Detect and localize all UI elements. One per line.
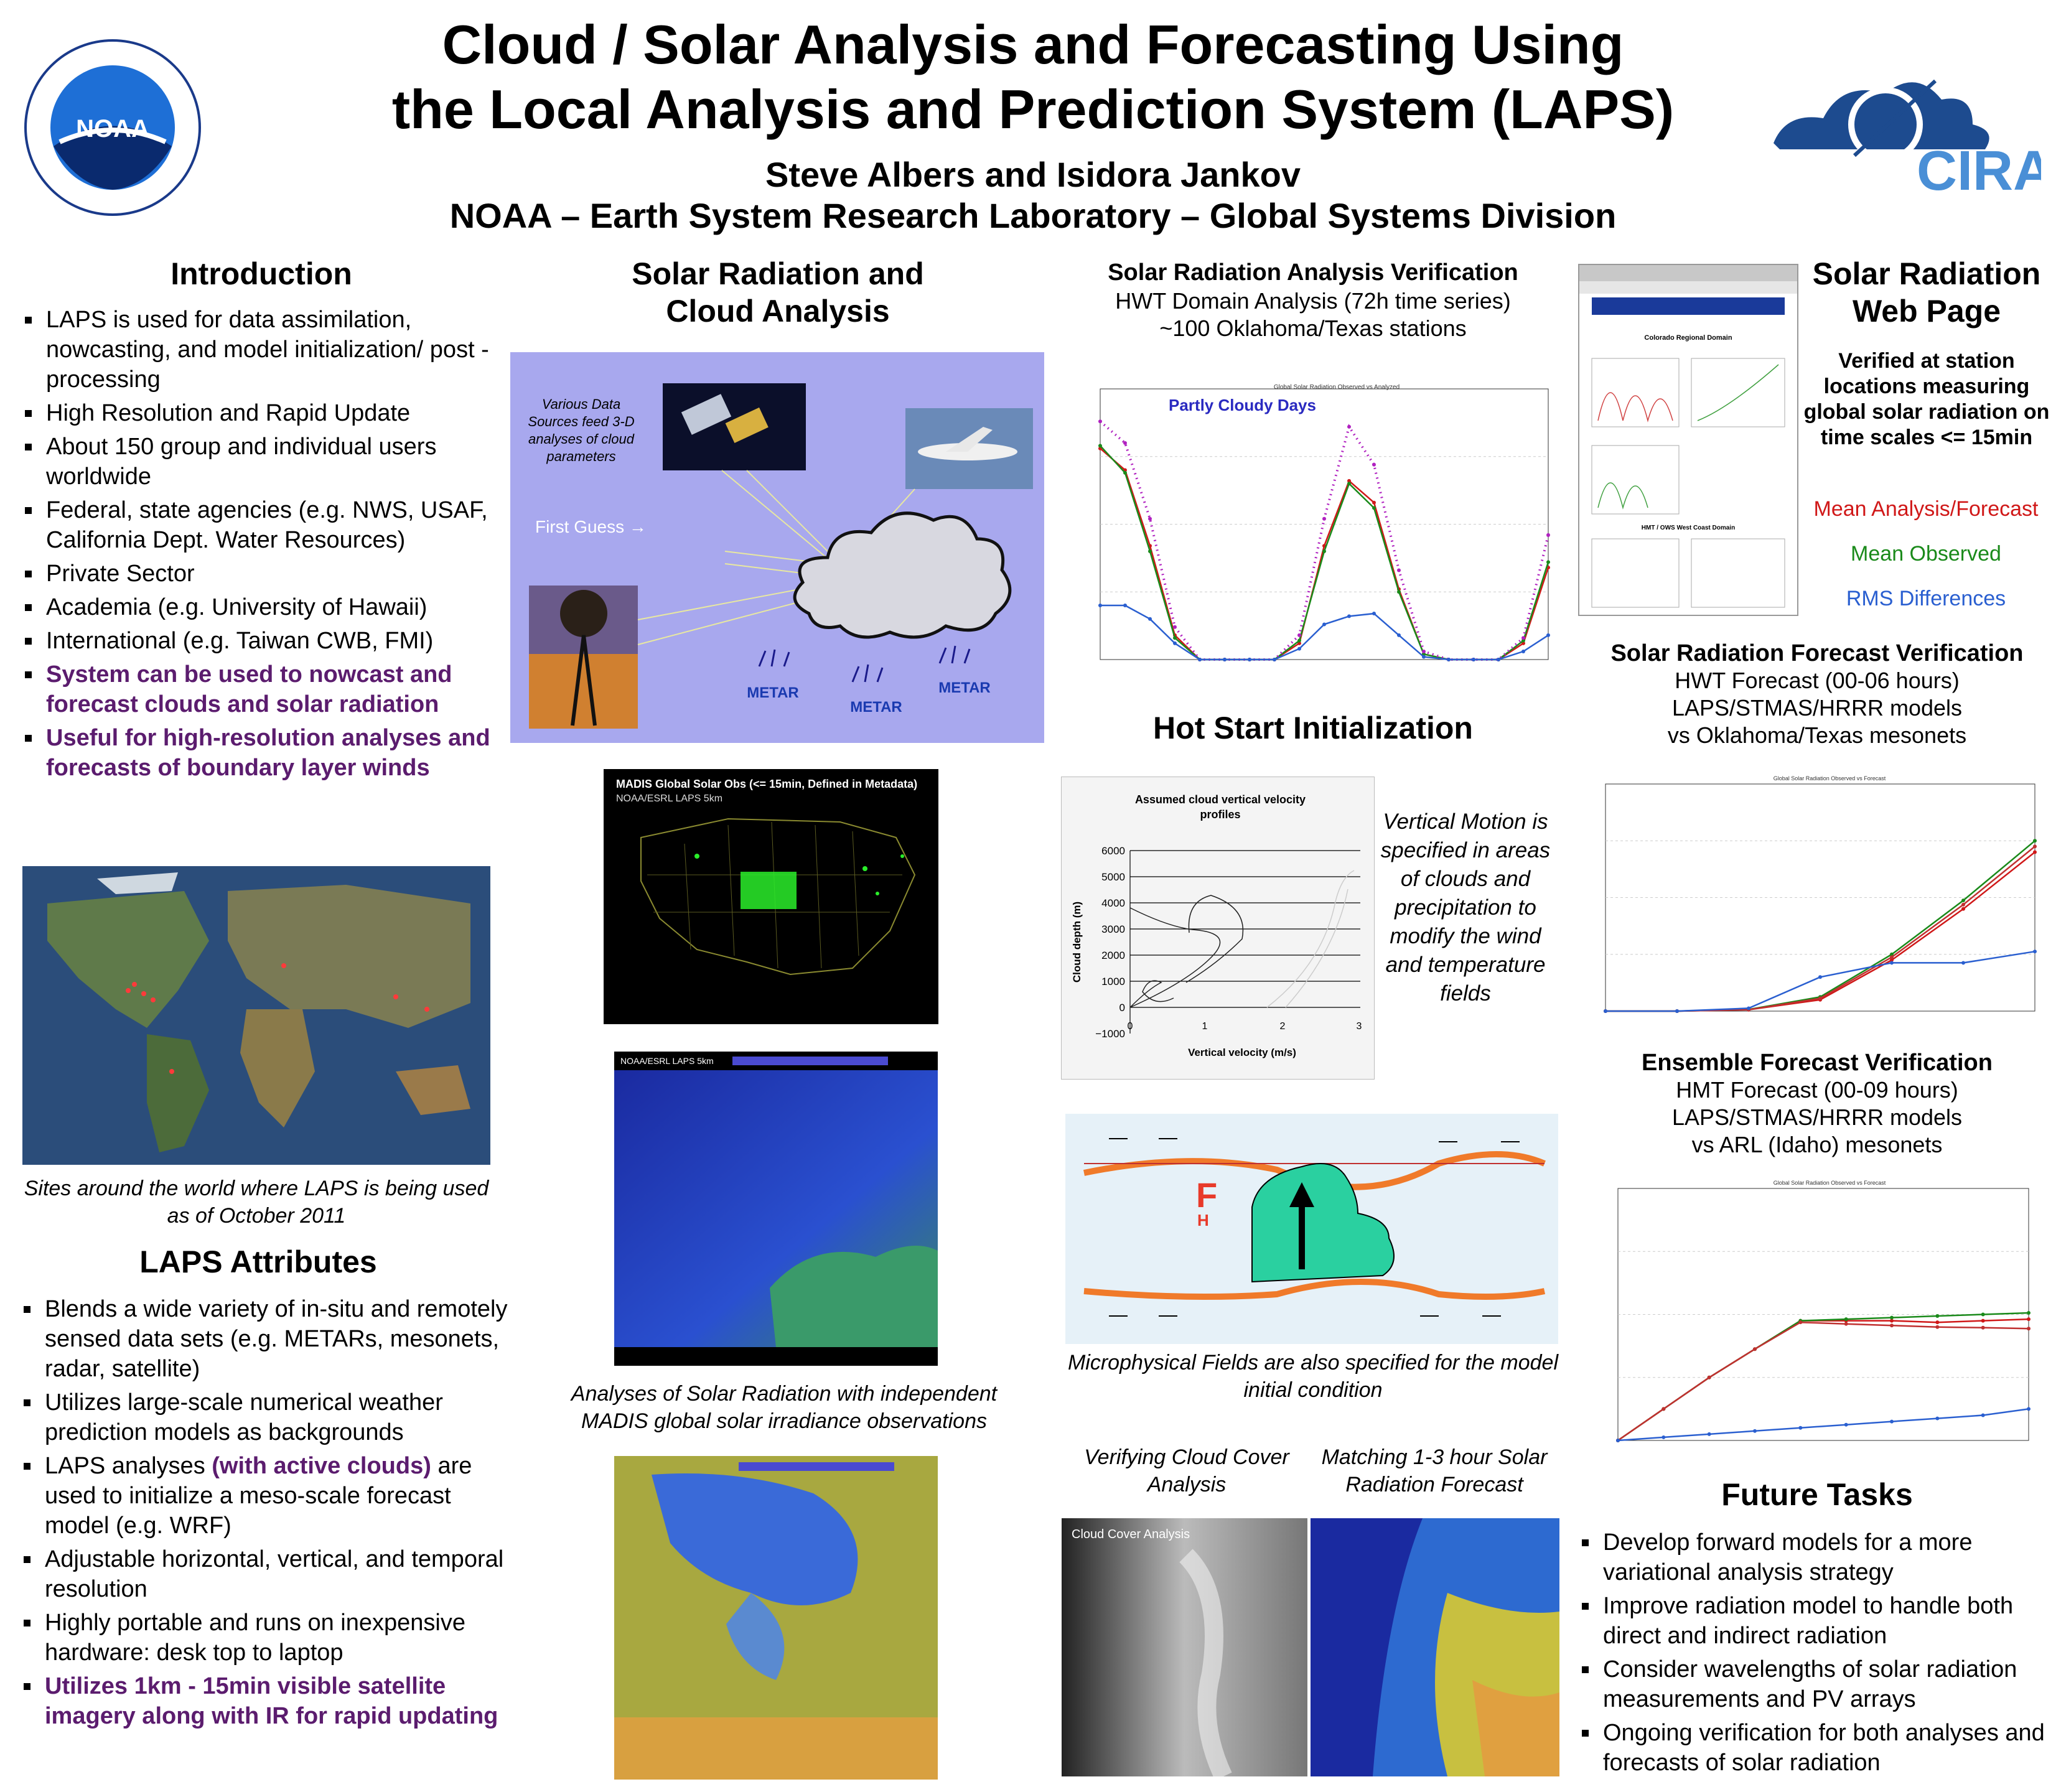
cira-logo-text: CIRA — [1917, 140, 2041, 199]
attr-item-3-hl: (with active clouds) — [212, 1453, 431, 1479]
data-point — [1123, 441, 1127, 445]
series-line-2 — [1605, 841, 2035, 1011]
data-point — [1546, 633, 1550, 637]
data-point — [1422, 655, 1426, 659]
ensemble-sub-2: LAPS/STMAS/HRRR models — [1671, 1104, 1963, 1130]
chart0-title: Global Solar Radiation Observed vs Analyzed — [1273, 384, 1400, 391]
forecast-verif-sub-2: LAPS/STMAS/HRRR models — [1671, 695, 1963, 721]
data-point — [1422, 650, 1426, 653]
series-line-4 — [1605, 951, 2035, 1011]
velocity-profile-chart — [1061, 777, 1375, 1080]
data-point — [1098, 444, 1102, 447]
data-point — [1890, 1316, 1894, 1320]
data-point — [1890, 955, 1894, 959]
metar-label-1: METAR — [747, 684, 799, 701]
legend-green: Mean Observed — [1851, 542, 2001, 566]
vel-xtick-3: 2 — [1279, 1021, 1286, 1032]
data-sources-note: Various Data Sources feed 3-D analyses of cloud parameters — [528, 396, 635, 464]
data-point — [1981, 1414, 1985, 1417]
vel-xtick-2: 1 — [1202, 1021, 1208, 1032]
data-point — [1198, 658, 1202, 661]
data-point — [1708, 1432, 1711, 1436]
data-point — [1961, 898, 1965, 902]
data-point — [1223, 658, 1227, 661]
data-point — [1148, 617, 1152, 621]
intro-item-8: System can be used to nowcast and forecast clouds and solar radiation — [24, 660, 515, 719]
madis-sub: NOAA/ESRL LAPS 5km — [616, 793, 723, 804]
data-point — [1844, 1317, 1848, 1321]
intro-item-1: LAPS is used for data assimilation, nowcasting, and model initialization/ post -processing — [24, 305, 515, 394]
data-point — [2027, 1407, 2031, 1411]
data-point — [1546, 533, 1550, 537]
analysis-verification-chart — [1075, 376, 1554, 675]
forecast-verification-chart — [1581, 772, 2041, 1020]
future-item-1: Develop forward models for a more variational analysis strategy — [1581, 1528, 2054, 1587]
intro-item-6: Academia (e.g. University of Hawaii) — [24, 592, 515, 622]
analysis-label: NOAA/ESRL LAPS 5km — [620, 1056, 714, 1066]
webpage-desc: Verified at station locations measuring global solar radiation on time scales <= 15min — [1803, 349, 2050, 449]
data-sources-diagram — [510, 352, 1044, 743]
data-point — [1322, 517, 1326, 521]
solar-cloud-heading-1: Solar Radiation and — [632, 256, 924, 291]
data-point — [1747, 1006, 1750, 1010]
forecast-verif-heading: Solar Radiation Forecast Verification — [1610, 640, 2024, 666]
solar-analysis-map-2 — [614, 1456, 938, 1780]
data-point — [1347, 614, 1351, 618]
data-point — [1844, 1322, 1848, 1326]
webpage-heading — [1802, 255, 2051, 330]
data-point — [1616, 1439, 1620, 1442]
verification-sub-1: HWT Domain Analysis (72h time series) — [1115, 288, 1511, 314]
intro-heading: Introduction — [171, 256, 352, 291]
data-point — [1818, 996, 1822, 1000]
future-heading: Future Tasks — [1721, 1477, 1913, 1512]
attr-item-3 — [22, 1451, 514, 1541]
microphysics-diagram — [1065, 1114, 1558, 1344]
data-point — [1322, 549, 1326, 553]
data-point — [2033, 839, 2037, 842]
cloud-cover-caption: Verifying Cloud Cover Analysis — [1084, 1445, 1289, 1496]
cloud-cover-image — [1062, 1518, 1307, 1776]
vel-xtick-1: 0 — [1127, 1021, 1133, 1032]
data-point — [1372, 612, 1376, 615]
forecast-verification-svg — [1581, 772, 2041, 1020]
letter-h: H — [1197, 1211, 1209, 1230]
author-names: Steve Albers and Isidora Jankov — [765, 155, 1301, 194]
data-point — [1661, 1435, 1665, 1439]
solar-analysis-map-1 — [614, 1052, 938, 1366]
data-point — [1521, 636, 1525, 640]
data-point — [1935, 1325, 1939, 1329]
series-line-4 — [1618, 1409, 2029, 1440]
solar-forecast-image — [1311, 1518, 1559, 1776]
affiliation: NOAA – Earth System Research Laboratory – Global Systems Division — [449, 196, 1617, 235]
data-point — [2033, 950, 2037, 953]
vel-ytick-6: 1000 — [1101, 976, 1125, 987]
vel-xlabel: Vertical velocity (m/s) — [1188, 1047, 1296, 1058]
attr-item-4: Adjustable horizontal, vertical, and temporal resolution — [22, 1544, 514, 1604]
verification-heading: Solar Radiation Analysis Verification — [1108, 259, 1518, 286]
vel-xtick-4: 3 — [1356, 1021, 1362, 1032]
webpage-heading-1: Solar Radiation — [1812, 256, 2041, 291]
solar-forecast-caption: Matching 1-3 hour Solar Radiation Forecast — [1321, 1445, 1548, 1496]
data-point — [1397, 590, 1401, 594]
data-point — [1297, 633, 1301, 637]
verification-sub-2: ~100 Oklahoma/Texas stations — [1159, 315, 1467, 341]
future-item-4: Ongoing verification for both analyses and forecasts of solar radiation — [1581, 1718, 2054, 1778]
data-point — [1961, 961, 1965, 964]
data-point — [1890, 1420, 1894, 1424]
data-point — [1981, 1319, 1985, 1323]
data-point — [1818, 975, 1822, 979]
vel-ytick-4: 3000 — [1101, 923, 1125, 935]
series-line-3 — [1605, 846, 2035, 1011]
data-point — [1347, 482, 1351, 485]
chart0-annotation: Partly Cloudy Days — [1169, 396, 1316, 414]
vel-ytick-5: 2000 — [1101, 950, 1125, 961]
data-point — [1961, 903, 1965, 907]
legend-red: Mean Analysis/Forecast — [1813, 497, 2039, 521]
data-point — [1472, 658, 1475, 661]
solar-cloud-heading — [548, 255, 1008, 330]
attr-item-1: Blends a wide variety of in-situ and remotely sensed data sets (e.g. METARs, mesonets, radar, satellite) — [22, 1294, 514, 1384]
attr-item-3-pre: LAPS analyses — [45, 1453, 212, 1479]
data-point — [1098, 604, 1102, 607]
data-point — [1098, 419, 1102, 423]
vertical-motion-note: Vertical Motion is specified in areas of clouds and precipitation to modify the wind and temperature fields — [1380, 810, 1551, 1006]
data-point — [1148, 549, 1152, 553]
data-point — [1372, 506, 1376, 510]
data-point — [1935, 1417, 1939, 1421]
data-point — [2033, 844, 2037, 848]
data-point — [1961, 907, 1965, 911]
data-point — [1173, 625, 1177, 629]
noaa-logo-text: NOAA — [76, 115, 149, 142]
data-point — [2027, 1311, 2031, 1315]
data-point — [1297, 647, 1301, 651]
screenshot-title: Colorado Regional Domain — [1644, 334, 1732, 342]
intro-item-3: About 150 group and individual users worldwide — [24, 432, 515, 492]
data-point — [1397, 633, 1401, 637]
data-point — [1297, 639, 1301, 643]
title-line-1: Cloud / Solar Analysis and Forecasting Using — [442, 14, 1624, 75]
future-list — [1581, 1528, 2054, 1781]
data-point — [1708, 1376, 1711, 1379]
first-guess-label: First Guess → — [535, 517, 647, 536]
map-caption: Sites around the world where LAPS is being used as of October 2011 — [24, 1177, 489, 1228]
madis-title: MADIS Global Solar Obs (<= 15min, Defined in Metadata) — [616, 778, 918, 790]
ensemble-sub-1: HMT Forecast (00-09 hours) — [1676, 1077, 1958, 1103]
intro-item-9: Useful for high-resolution analyses and forecasts of boundary layer winds — [24, 723, 515, 783]
vel-ytick-7: 0 — [1119, 1002, 1125, 1014]
data-point — [1661, 1407, 1665, 1411]
data-point — [1753, 1347, 1757, 1351]
data-point — [1322, 622, 1326, 626]
data-point — [1798, 1426, 1802, 1430]
data-point — [1347, 425, 1351, 429]
data-point — [1372, 463, 1376, 467]
attributes-list — [22, 1294, 514, 1735]
data-point — [1123, 604, 1127, 607]
forecast-verif-sub-1: HWT Forecast (00-06 hours) — [1675, 668, 1960, 693]
data-point — [1675, 1009, 1679, 1013]
data-point — [1844, 1423, 1848, 1427]
solar-analysis-caption: Analyses of Solar Radiation with independent MADIS global solar irradiance observations — [571, 1382, 998, 1433]
data-point — [1397, 568, 1401, 572]
attributes-heading: LAPS Attributes — [139, 1244, 377, 1279]
future-item-3: Consider wavelengths of solar radiation measurements and PV arrays — [1581, 1654, 2054, 1714]
data-point — [1248, 658, 1251, 661]
data-point — [1798, 1320, 1802, 1324]
ensemble-heading: Ensemble Forecast Verification — [1642, 1050, 1993, 1076]
data-point — [1753, 1429, 1757, 1433]
webpage-screenshot — [1578, 264, 1798, 616]
data-point — [1173, 642, 1177, 645]
vel-ylabel: Cloud depth (m) — [1071, 901, 1083, 983]
noaa-logo — [22, 37, 203, 218]
series-line-3 — [1618, 1322, 2029, 1440]
ensemble-verification-chart — [1593, 1176, 2035, 1450]
vel-title-1: Assumed cloud vertical velocity — [1134, 793, 1306, 806]
attr-item-6: Utilizes 1km - 15min visible satellite imagery along with IR for rapid updating — [22, 1671, 514, 1731]
data-point — [1123, 471, 1127, 475]
letter-f: F — [1196, 1175, 1218, 1215]
data-point — [2027, 1327, 2031, 1330]
data-point — [1890, 1323, 1894, 1327]
forecast-verif-sub-3: vs Oklahoma/Texas mesonets — [1667, 722, 1967, 748]
data-point — [2027, 1317, 2031, 1321]
world-map — [22, 866, 490, 1165]
title-line-2: the Local Analysis and Prediction System (LAPS) — [391, 78, 1675, 140]
metar-label-3: METAR — [938, 679, 991, 696]
intro-list — [24, 305, 515, 786]
series-line-1 — [1605, 852, 2035, 1012]
chart2-title: Global Solar Radiation Observed vs Forecast — [1773, 1180, 1886, 1186]
data-point — [1981, 1313, 1985, 1317]
series-line-1 — [1618, 1319, 2029, 1440]
hotstart-heading: Hot Start Initialization — [1153, 711, 1473, 745]
intro-item-5: Private Sector — [24, 559, 515, 589]
vel-ytick-2: 5000 — [1101, 871, 1125, 883]
data-point — [1497, 658, 1500, 661]
future-item-2: Improve radiation model to handle both direct and indirect radiation — [1581, 1591, 2054, 1651]
data-point — [2033, 851, 2037, 854]
series-line-2 — [1618, 1313, 2029, 1440]
data-point — [1890, 961, 1894, 964]
chart1-title: Global Solar Radiation Observed vs Forecast — [1773, 775, 1886, 782]
madis-obs-map — [604, 769, 938, 1024]
attr-item-2: Utilizes large-scale numerical weather prediction models as backgrounds — [22, 1388, 514, 1447]
data-point — [1273, 658, 1276, 661]
cira-logo — [1761, 56, 2041, 199]
attr-item-3-post: are used to initialize a meso-scale forecast model (e.g. WRF) — [45, 1453, 472, 1539]
intro-item-2: High Resolution and Rapid Update — [24, 398, 515, 428]
data-point — [1935, 1314, 1939, 1318]
attr-item-5: Highly portable and runs on inexpensive hardware: desk top to laptop — [22, 1608, 514, 1668]
cloud-cover-label: Cloud Cover Analysis — [1072, 1528, 1190, 1541]
intro-item-4: Federal, state agencies (e.g. NWS, USAF, California Dept. Water Resources) — [24, 495, 515, 555]
authors — [324, 154, 1742, 236]
intro-item-7: International (e.g. Taiwan CWB, FMI) — [24, 626, 515, 656]
webpage-heading-2: Web Page — [1852, 294, 2001, 329]
solar-cloud-heading-2: Cloud Analysis — [666, 294, 890, 329]
vel-ytick-3: 4000 — [1101, 897, 1125, 909]
ensemble-sub-3: vs ARL (Idaho) mesonets — [1691, 1132, 1943, 1157]
data-point — [1148, 517, 1152, 521]
legend-blue: RMS Differences — [1846, 587, 2006, 610]
data-point — [1521, 650, 1525, 653]
vel-title-2: profiles — [1200, 808, 1241, 821]
data-point — [1935, 1320, 1939, 1324]
data-point — [1173, 636, 1177, 640]
data-point — [1604, 1009, 1607, 1013]
screenshot-sub: HMT / OWS West Coast Domain — [1641, 525, 1736, 531]
data-point — [1546, 560, 1550, 564]
microphysics-caption: Microphysical Fields are also specified for the model initial condition — [1067, 1351, 1558, 1402]
data-point — [1981, 1326, 1985, 1330]
ensemble-verification-svg — [1593, 1176, 2035, 1450]
data-point — [1447, 658, 1451, 661]
metar-label-2: METAR — [850, 699, 902, 716]
vel-ytick-8: −1000 — [1095, 1028, 1125, 1040]
poster-title — [324, 12, 1742, 142]
analysis-verification-svg — [1075, 376, 1554, 675]
data-point — [1372, 501, 1376, 505]
vel-ytick-1: 6000 — [1101, 845, 1125, 857]
